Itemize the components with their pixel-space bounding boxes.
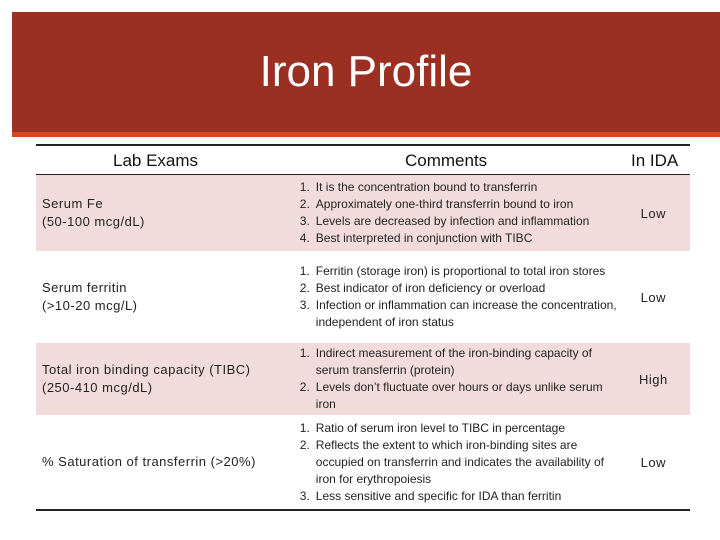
comment-item: 1. It is the concentration bound to transferrin [299, 180, 538, 194]
comment-item: 2. Reflects the extent to which iron-binding sites are occupied on transferrin and indicates the availability of iron for erythropoiesis [299, 437, 604, 486]
comment-item: 3. Levels are decreased by infection and inflammation [299, 214, 590, 228]
header-in-ida: In IDA [631, 151, 679, 170]
table-row [36, 251, 690, 343]
exam-name: Total iron binding capacity (TIBC) [42, 362, 251, 377]
table-row [36, 415, 690, 509]
ida-value: Low [640, 454, 667, 470]
comment-item: 1. Ferritin (storage iron) is proportional to total iron stores [299, 264, 606, 278]
comments-cell [280, 343, 617, 415]
comment-item: 1. Indirect measurement of the iron-binding capacity of serum transferrin (protein) [299, 346, 592, 377]
table-row [36, 175, 690, 251]
exam-range: (>10-20 mcg/L) [42, 298, 138, 313]
iron-profile-table [36, 144, 690, 511]
ida-value: High [638, 371, 668, 387]
banner-accent-rule [12, 132, 720, 137]
lab-exam-cell [36, 251, 280, 343]
comments-cell [280, 415, 617, 509]
comment-item: 1. Ratio of serum iron level to TIBC in percentage [299, 420, 566, 435]
comments-cell [280, 175, 617, 251]
comment-item: 4. Best interpreted in conjunction with TIBC [299, 231, 533, 245]
table-header [36, 144, 690, 175]
exam-name: Serum ferritin [42, 280, 128, 295]
comment-item: 2. Best indicator of iron deficiency or overload [299, 281, 546, 295]
comments-cell [280, 251, 617, 343]
table-row [36, 343, 690, 415]
table-bottom-rule [36, 509, 690, 511]
exam-name: % Saturation of transferrin (>20%) [42, 454, 256, 469]
exam-range: (50-100 mcg/dL) [42, 214, 145, 229]
header-lab-exams: Lab Exams [113, 151, 199, 170]
comment-item: 2. Levels don’t fluctuate over hours or days unlike serum iron [299, 380, 603, 411]
lab-exam-cell [36, 415, 280, 509]
comment-item: 3. Less sensitive and specific for IDA than ferritin [299, 488, 562, 503]
page-title: Iron Profile [259, 47, 473, 96]
header-comments: Comments [405, 151, 488, 170]
lab-exam-cell [36, 175, 280, 251]
exam-range: (250-410 mcg/dL) [42, 380, 153, 395]
ida-value: Low [640, 205, 667, 221]
lab-exam-cell [36, 343, 280, 415]
comment-item: 2. Approximately one-third transferrin bound to iron [299, 197, 574, 211]
comment-item: 3. Infection or inflammation can increase the concentration, independent of iron status [299, 298, 617, 329]
exam-name: Serum Fe [42, 196, 104, 211]
ida-value: Low [640, 289, 667, 305]
